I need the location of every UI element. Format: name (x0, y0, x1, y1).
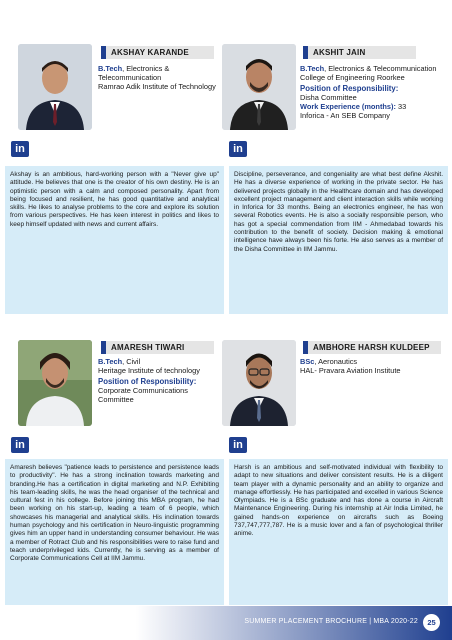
profile-name: AMBHORE HARSH KULDEEP (313, 343, 430, 352)
linkedin-icon[interactable]: in (229, 437, 247, 453)
profile-photo (18, 340, 92, 426)
degree: B.Tech (98, 64, 123, 73)
profile-bio (229, 166, 448, 314)
profile-bio (5, 459, 224, 605)
profile-bio (5, 166, 224, 314)
linkedin-icon[interactable]: in (11, 141, 29, 157)
branch: , Civil (122, 357, 141, 366)
profile-name: AKSHAY KARANDE (111, 48, 189, 57)
branch: , Aeronautics (314, 357, 358, 366)
institute: Ramrao Adik Institute of Technology (98, 82, 216, 91)
position-label: Position of Responsibility: (98, 377, 197, 386)
profile-info (300, 357, 440, 375)
bio-text: Harsh is an ambitious and self-motivated individual with flexibility to adapt to new situations and deliver consistent results. He is a diligent team player with a dynamic personality and an ability to organize and manage effortlessly. He has participated and excelled in various Science Olympiads. He is a BSc graduate and has done a course in Aircraft Maintenance Engineering. During his internship at Air India Limited, he gained hands-on experience on aircrafts such as Boeing 737,747,777,787. He is a music lover and a fan of psychological thriller anime. (234, 464, 443, 538)
profile-bio (229, 459, 448, 605)
name-bar (303, 46, 416, 59)
profile-photo (222, 44, 296, 130)
page-number: 25 (423, 614, 440, 631)
person-photo-icon (18, 44, 92, 130)
person-photo-icon (222, 340, 296, 426)
work-company: Inforica - An SEB Company (300, 111, 390, 120)
name-bar (303, 341, 441, 354)
bio-text: Amaresh believes "patience leads to persistence and persistence leads to productivity". He has a strong inclination towards marketing and branding.He has a certification in digital marketing and N.P. Exhibiting his team-leading skills, he was the head organiser of the technical and cultural fest in his college. Before joining this MBA program, he had been working on his start-up, leading a team of 6 people, which showcases his managerial and analytical skills. His inclination towards human psychology and his certification in Neuro-linguistic programming gives him an upper hand in understanding consumer behaviour. He was a member of Rotract Club and his responsibilities were to raise fund and teach underprivileged kids. Currently, he is serving as a member of Corporate Communications Cell at IIM Jammu. (10, 464, 219, 563)
institute: Heritage Institute of technology (98, 366, 200, 375)
position-value: Disha Committee (300, 93, 357, 102)
institute: HAL- Pravara Aviation Institute (300, 366, 401, 375)
work-label: Work Experience (months): (300, 102, 396, 111)
footer-bar (0, 606, 452, 640)
profile-info (98, 64, 223, 91)
branch: , Electronics & Telecommunication (324, 64, 437, 73)
position-label: Position of Responsibility: (300, 84, 399, 93)
footer-text: SUMMER PLACEMENT BROCHURE | MBA 2020-22 (244, 618, 418, 625)
bio-text: Akshay is an ambitious, hard-working person with a "Never give up" attitude. He believes that one is the creator of his own destiny. He is an optimistic person with a calm and composed personality. Apart from being focused and resilient, he has good quantitative and analytical skills. He likes to analyse problems to the core and explore its solution from various perspectives. He has keen interest in politics and likes to keep himself updated with news and current affairs. (10, 171, 219, 228)
degree: B.Tech (300, 64, 325, 73)
institute: College of Engineering Roorkee (300, 73, 405, 82)
work-value: 33 (395, 102, 407, 111)
profile-photo (222, 340, 296, 426)
name-bar (101, 341, 214, 354)
degree: B.Tech (98, 357, 123, 366)
profile-photo (18, 44, 92, 130)
branch: , Electronics & Telecommunication (98, 64, 170, 82)
profile-info (98, 357, 223, 404)
degree: BSc (300, 357, 315, 366)
name-bar (101, 46, 214, 59)
person-photo-icon (222, 44, 296, 130)
linkedin-icon[interactable]: in (11, 437, 29, 453)
position-value: Corporate Communications Committee (98, 386, 188, 404)
linkedin-icon[interactable]: in (229, 141, 247, 157)
profile-info (300, 64, 440, 120)
bio-text: Discipline, perseverance, and congeniality are what best define Akshit. He has a diverse experience of working in the private sector. He has delivered projects globally in the Healthcare domain and has developed excellent project management and client interaction skills while working in Inforica for 33 months. Being an electronics engineer, he has won several Robotics events. He is also a socially responsible person, who has got a special commendation from IIM - Ahmedabad towards his contribution to the benefit of society. Decision making & emotional intelligence have always been his forte. He also serves as a member of the Disha Committee in IIM Jammu. (234, 171, 443, 253)
profile-name: AKSHIT JAIN (313, 48, 366, 57)
person-photo-icon (18, 340, 92, 426)
profile-name: AMARESH TIWARI (111, 343, 185, 352)
